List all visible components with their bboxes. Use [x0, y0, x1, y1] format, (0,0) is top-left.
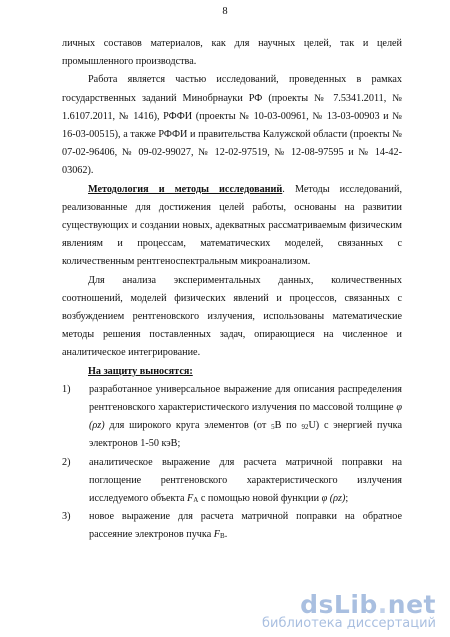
fb-symbol: F — [213, 529, 221, 541]
phi-function: φ (ρz) — [89, 402, 402, 432]
item-text-part: ; — [345, 493, 349, 505]
methods-heading: Методология и методы исследований — [88, 183, 283, 195]
defense-item — [62, 381, 402, 454]
analysis-paragraph: Для анализа экспериментальных данных, количественных соотношений, моделей физических явлений и процессов, связанных с возбуждением рентгеновского излучения, использованы математические методы решения поставленных задач, опирающиеся на численное и аналитическое интегрирование. — [62, 274, 402, 359]
page-body — [62, 35, 402, 545]
uranium-symbol: U — [308, 420, 316, 432]
watermark-subtitle: библиотека диссертаций — [262, 616, 436, 631]
item-number: 2) — [62, 456, 71, 468]
item-text-part: разработанное универсальное выражение для описания распределения рентгеновского характеристического излучения по массовой толщине — [89, 383, 402, 414]
item-text — [89, 381, 402, 454]
item-text-part: по — [281, 420, 302, 432]
defense-heading-line — [62, 363, 402, 381]
item-number: 3) — [62, 511, 71, 523]
methods-paragraph — [62, 181, 402, 272]
item-text-part: новое выражение для расчета матричной поправки на обратное рассеяние электронов пучка — [89, 511, 402, 541]
methods-text: . Методы исследований, реализованные для достижения целей работы, основаны на развитии существующих и создании новых, адекватных рассматриваемым физическим явлениям и процессам, математических моделей, связанных с количественным рентгеноспектральным микроанализом. — [62, 183, 402, 268]
item-number: 1) — [62, 383, 71, 395]
watermark-logo: dsLib.net — [300, 590, 436, 619]
item-text-part: для широкого круга элементов (от — [104, 420, 272, 432]
item-text — [89, 454, 402, 509]
phi-function: φ (ρz) — [321, 493, 346, 505]
boron-atomic-number: 5 — [271, 423, 275, 432]
uranium-atomic-number: 92 — [301, 423, 309, 432]
item-text — [89, 508, 402, 544]
defense-item — [62, 508, 402, 544]
defense-item — [62, 454, 402, 509]
watermark — [262, 592, 436, 631]
funding-paragraph: Работа является частью исследований, проведенных в рамках государственных заданий Минобрнауки РФ (проекты № 7.5341.2011, № 1.6107.2011, № 1416), РФФИ (проекты № 10-03-00961, № 13-03-00903 и № 16-03-00515), а также РФФИ и правительства Калужской области (проекты № 07-02-96406, № 09-02-99027, № 12-02-97519, № 12-08-97595 и № 14-42-03062). — [62, 74, 402, 177]
item-text-part: с помощью новой функции — [198, 493, 322, 505]
fb-subscript: B — [220, 532, 225, 541]
item-text-part: аналитическое выражение для расчета матричной поправки на поглощение рентгеновского характеристического излучения исследуемого объекта — [89, 456, 402, 505]
item-text-part: ) с энергией пучка электронов 1-50 кэВ; — [89, 420, 402, 450]
intro-continuation: личных составов материалов, как для научных целей, так и целей промышленного производства. — [62, 38, 402, 68]
fa-symbol: F — [187, 493, 194, 505]
defense-heading: На защиту выносятся: — [88, 365, 193, 377]
defense-list — [62, 381, 402, 545]
item-text-part: . — [224, 529, 228, 541]
boron-symbol: B — [274, 420, 282, 432]
fa-subscript: A — [193, 496, 199, 505]
page-number: 8 — [222, 6, 228, 17]
